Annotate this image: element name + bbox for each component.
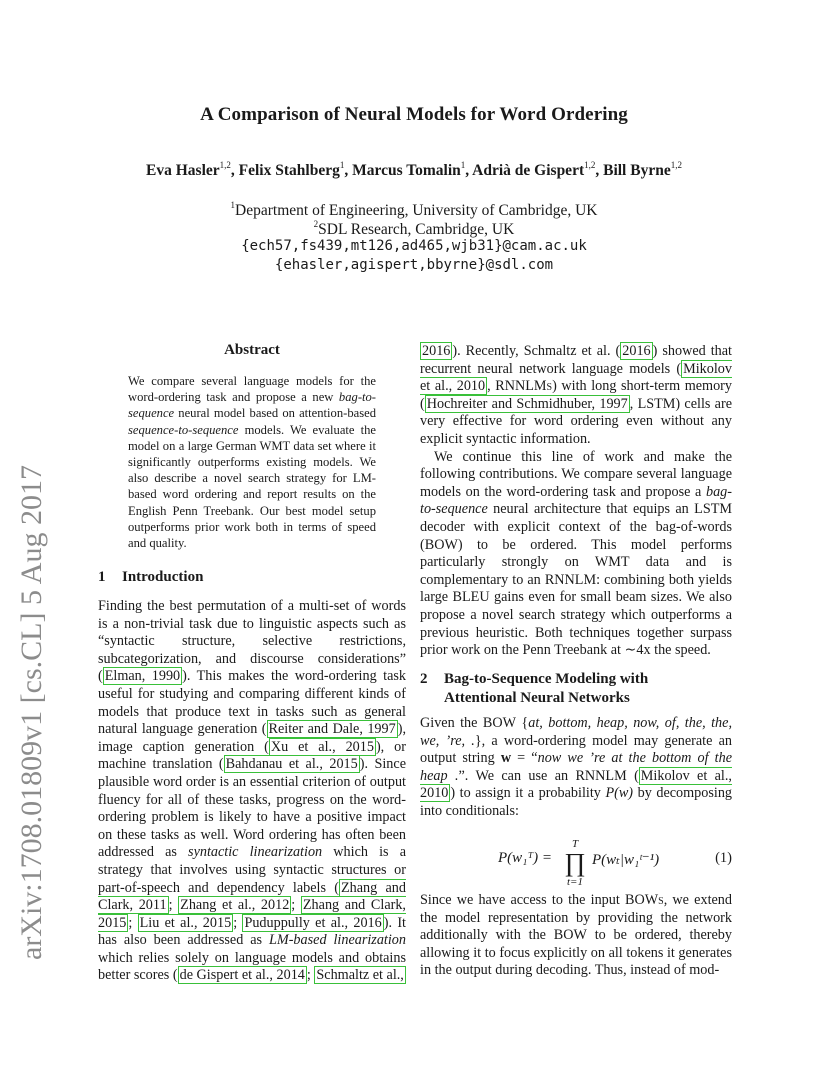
acronym: BOW (482, 715, 516, 731)
text-span: { (515, 715, 529, 731)
affiliation-text: SDL Research, Cambridge, UK (318, 221, 515, 238)
author: Eva Hasler (146, 162, 220, 179)
emphasis: syntactic linearization (188, 844, 323, 861)
emphasis: now we ’re at the bottom of the heap . (420, 750, 732, 784)
text-span: , (487, 378, 496, 395)
citation-link[interactable]: Elman, 1990 (104, 668, 181, 685)
equation-lhs: P(w₁ᵀ) = (498, 850, 553, 866)
section-title: Introduction (122, 569, 204, 585)
abstract-span: We compare several language models for the word-ordering task and propose a new (128, 374, 376, 405)
emphasis: bag-to-sequence (420, 483, 732, 518)
arxiv-identifier: arXiv:1708.01809v1 [cs.CL] 5 Aug 2017 (15, 465, 48, 960)
product-operator (562, 838, 588, 888)
abstract-emphasis: bag-to-sequence (128, 390, 376, 421)
citation-link[interactable]: Liu et al., 2015 (139, 914, 232, 931)
text-span: . It has also been addressed as (98, 914, 406, 949)
text-span: Finding the best permutation of a multi-set of words is a non-trivial task due to linguistic aspects such as “syntactic structure, selective restrictions, subcategorization, and discourse considerations” ( (98, 598, 406, 685)
abstract-text (128, 373, 376, 551)
affiliation-mark: 1 (230, 200, 236, 210)
section-2-heading (420, 670, 648, 708)
abstract-heading: Abstract (224, 342, 280, 358)
text-span: = “ (511, 750, 538, 767)
product-symbol: ∏ (564, 848, 586, 877)
citation-link[interactable]: 2016 (622, 343, 651, 359)
math-symbol: P(w) (605, 785, 634, 802)
citation-link[interactable]: Mikolov et al., 2010 (420, 767, 732, 802)
citation-link[interactable]: Hochreiter and Schmidhuber, 1997 (426, 395, 628, 412)
text-span: ), or machine translation ( (98, 738, 406, 773)
text-span: Given the (420, 715, 483, 731)
section-1-heading (98, 568, 203, 587)
text-span: ) to assign it a probability (450, 785, 606, 802)
citation-link[interactable]: Puduppully et al., 2016 (244, 914, 382, 931)
author: Felix Stahlberg (238, 162, 340, 179)
text-span: }, a word-ordering model may generate an output string (420, 732, 733, 767)
text-span: which is a strategy that involves using syntactic structures or part-of-speech and dependency labels (98, 844, 406, 896)
author-affiliation-mark: 1 (460, 160, 466, 170)
affiliation-mark: 2 (313, 219, 319, 229)
citation-link[interactable]: 2016 (422, 343, 451, 359)
section-1-paragraph-2 (420, 449, 732, 660)
text-span: ). Recently, Schmaltz et al. ( (452, 343, 621, 359)
section-2-paragraph-2 (420, 892, 732, 980)
citation-link[interactable]: Zhang and Clark, 2015 (98, 897, 406, 931)
equation-1 (420, 838, 732, 890)
citation-link[interactable]: Zhang et al., 2012 (180, 897, 290, 914)
paper-title: A Comparison of Neural Models for Word Ordering (200, 104, 628, 125)
section-1-paragraph-1-continued (420, 343, 732, 660)
text-span: : combining both yields large BLEU gains even for small beam sizes. We also propose a novel search strategy which outperforms a previous heuristic. Both techniques together surpass prior work on the Penn Treebank at ∼4x the speed. (420, 571, 732, 659)
section-number: 2 (420, 671, 428, 687)
text-span: which relies solely on language models and obtains better scores (98, 949, 406, 984)
text-span: to be ordered, thereby allowing it to focus explicitly on all tokens it generates in the output during decoding. Thus, instead of mod- (420, 927, 732, 979)
author-list: Eva Hasler$^{1,2}$, Felix Stahlberg$^1$, Marcus Tomalin$^1$, Adrià de Gispert$^{1,2}$, Bill Byrne$^{1,2}$ (146, 160, 682, 179)
abstract-emphasis: sequence-to-sequence (128, 422, 239, 437)
text-span: ( (626, 767, 639, 784)
emphasis: LM-based linearization (269, 932, 406, 949)
text-span: Since we have access to the input (420, 892, 626, 908)
email-line-2: {ehasler,agispert,bbyrne}@sdl.com (274, 257, 554, 273)
affiliation-2 (0, 219, 828, 239)
text-span: , (629, 395, 638, 412)
text-span: ). This makes the word-ordering task useful for studying and comparing different kinds of models that produce text in tasks such as general natural language generation ( (98, 668, 406, 738)
author-affiliation-mark: 1 (339, 160, 345, 170)
section-number: 1 (98, 569, 106, 585)
citation-link[interactable]: Reiter and Dale, 1997 (268, 721, 396, 738)
author: Bill Byrne (603, 162, 671, 179)
text-span: We continue this line of work and make the following contributions. We compare several language models on the word-ordering task and propose a (420, 448, 732, 500)
abstract-span: neural model based on attention-based (174, 406, 376, 421)
section-1-paragraph-1: Finding the best permutation of a multi-set of words is a non-trivial task due to linguistic aspects such as “syntactic structure, selective restrictions, subcategorization, and discourse considerations” ( Elman, 1990 ). This makes the word-ordering task useful for studying and comparing different kinds of models that produce text in tasks such as general natural language generation ( Reiter and Dale, 1997 ), image caption generation ( Xu et al., 2015 ), or machine translation ( Bahdanau et al., 2015 ). Since plausible word order is an essential criterion of output fluency for all of these tasks, progress on the word-ordering problem is likely to have a positive impact on these tasks as well. Word ordering has often been addressed as syntactic linearization which is a strategy that involves using syntactic structures or part-of-speech and dependency labels ( Zhang and Clark, 2011 ; Zhang et al., 2012 ; Zhang and Clark, 2015 ; Liu et al., 2015 ; Puduppully et al., 2016 ). It has also been addressed as LM-based linearization which relies solely on language models and obtains better scores ( de Gispert et al., 2014 ; Schmaltz et al., (98, 598, 406, 984)
equation-rhs: P(wₜ|w₁ᵗ⁻¹) (592, 852, 660, 868)
section-title: Bag-to-Sequence Modeling with (444, 671, 649, 687)
text-span: ), image caption generation ( (98, 721, 406, 755)
text-span: by decomposing into conditionals: (420, 785, 733, 819)
emphasis: at, bottom, heap, now, of, the, the, we, ’re, . (420, 715, 732, 749)
equation-number: (1) (715, 850, 732, 866)
acronym: BOWs (625, 892, 664, 908)
citation-link[interactable]: Bahdanau et al., 2015 (225, 756, 358, 773)
citation-link[interactable]: Schmaltz et al., (316, 967, 404, 984)
section-2-paragraph-1 (420, 715, 732, 821)
affiliation-1 (0, 200, 828, 220)
acronym: RNNLM (575, 767, 627, 784)
text-span: , we extend the model representation by providing the network additionally with the (420, 892, 732, 944)
math-symbol: w (500, 750, 512, 767)
acronym: RNNLMs (495, 378, 553, 395)
citation-link[interactable]: de Gispert et al., 2014 (179, 967, 305, 984)
text-span: neural architecture that equips an LSTM decoder with explicit context of the bag-of-words ( (420, 501, 732, 553)
text-span: ). Since plausible word order is an essential criterion of output fluency for all of these tasks, progress on the word-ordering problem is likely to have a positive impact on these tasks as well. Word ordering has often been addressed as (98, 756, 406, 861)
author-affiliation-mark: 1,2 (670, 160, 682, 170)
acronym: RNNLM (544, 571, 597, 588)
acronym: LSTM (637, 395, 676, 412)
citation-link[interactable]: Xu et al., 2015 (270, 738, 374, 755)
citation-link[interactable]: Zhang and Clark, 2011 (98, 879, 406, 914)
text-span: ) to be ordered. This model performs particularly strongly on WMT data and is complementary to an (420, 536, 732, 588)
abstract-span: models. We evaluate the model on a large German WMT data set where it significantly outperforms existing models. We also describe a novel search strategy for LM-based word ordering and report results on the English Penn Treebank. Our best model setup outperforms prior work both in terms of speed and quality. (128, 422, 376, 551)
acronym: BOW (553, 927, 587, 944)
affiliation-text: Department of Engineering, University of Cambridge, UK (235, 202, 598, 219)
author: Marcus Tomalin (352, 162, 461, 179)
product-lower-limit: t=1 (567, 876, 583, 888)
author: Adrià de Gispert (472, 162, 585, 179)
text-span: ) showed that recurrent neural network language models ( (420, 343, 732, 377)
text-span: ) with long short-term memory ( (420, 378, 732, 412)
section-title: Attentional Neural Networks (444, 690, 630, 706)
citation-link[interactable]: Mikolov et al., 2010 (420, 360, 732, 395)
product-upper-limit: T (571, 838, 579, 850)
acronym: BOW (424, 536, 458, 553)
email-line-1: {ech57,fs439,mt126,ad465,wjb31}@cam.ac.uk (241, 238, 587, 254)
author-affiliation-mark: 1,2 (219, 160, 231, 170)
author-affiliation-mark: 1,2 (584, 160, 596, 170)
text-span: ) cells are very effective for word ordering even without any explicit syntactic information. (420, 395, 733, 447)
text-span: ”. We can use an (458, 767, 576, 784)
